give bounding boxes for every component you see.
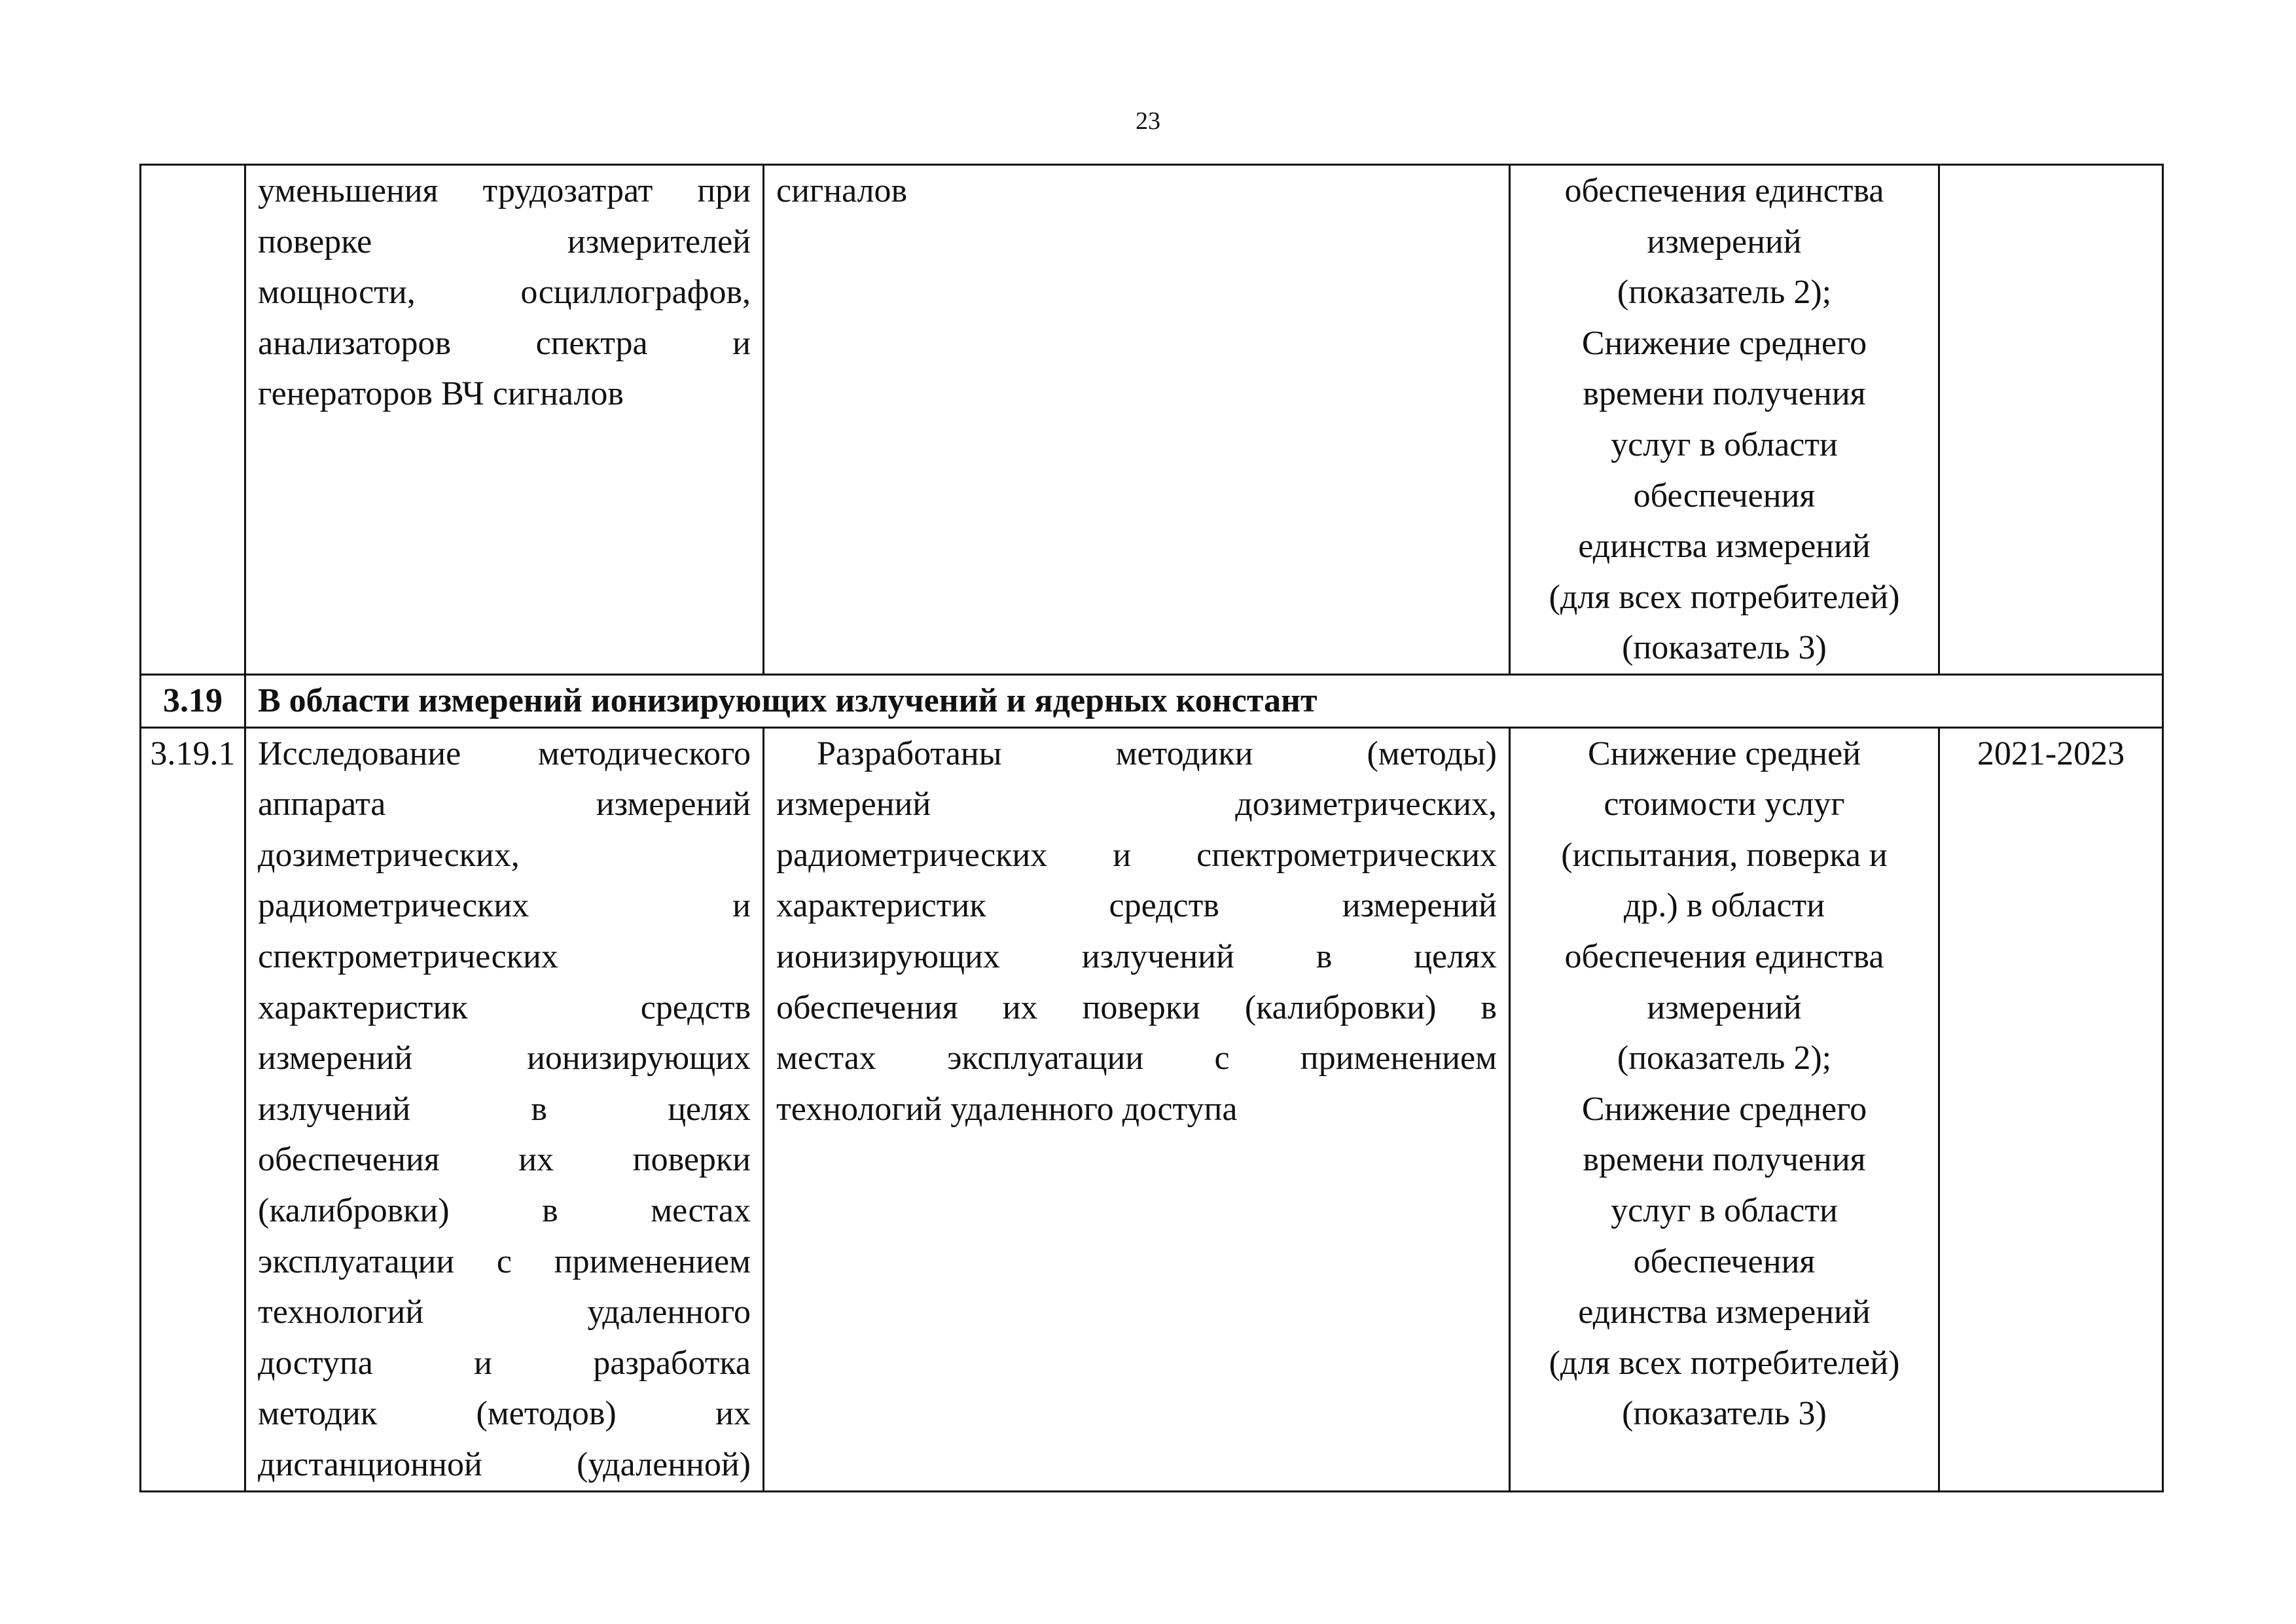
text-line: эксплуатации с применением	[258, 1242, 751, 1280]
text-line: др.) в области	[1623, 887, 1825, 925]
text-line: (испытания, поверка и	[1561, 836, 1888, 874]
text-line: Снижение среднего	[1581, 324, 1867, 362]
text-line: радиометрических и спектрометрических	[776, 836, 1497, 874]
text-line: сигналов	[776, 172, 908, 209]
text-line-indented: Разработаны методики (методы)	[817, 734, 1497, 772]
text-line: измерений	[1647, 988, 1802, 1026]
text-line: единства измерений	[1578, 1293, 1871, 1331]
text-line: поверке измерителей	[258, 223, 751, 261]
text-line: времени получения	[1583, 375, 1866, 413]
text-line: (показатель 2);	[1617, 1039, 1832, 1077]
cell-result	[764, 727, 1510, 1491]
text-line: обеспечения их поверки	[258, 1141, 751, 1179]
section-title: В области измерений ионизирующих излучений и ядерных констант	[245, 675, 2163, 728]
text-line: технологий удаленного доступа	[776, 1090, 1238, 1128]
text-line: характеристик средств измерений	[776, 887, 1497, 925]
text-line: измерений дозиметрических,	[776, 785, 1497, 823]
text-line	[776, 729, 1497, 780]
text-line: обеспечения единства	[1564, 937, 1884, 975]
item-number: 3.19.1	[141, 727, 245, 1491]
text-line: (для всех потребителей)	[1549, 1344, 1900, 1382]
table-row-continuation	[141, 165, 2163, 675]
cell-period: 2021-2023	[1939, 727, 2163, 1491]
cell-description	[245, 727, 764, 1491]
text-line: Снижение средней	[1587, 734, 1861, 772]
table-row-section	[141, 675, 2163, 728]
text-line: измерений ионизирующих	[258, 1039, 751, 1077]
text-line: обеспечения их поверки (калибровки) в	[776, 988, 1497, 1026]
cell-indicator	[1510, 165, 1939, 675]
text-line: стоимости услуг	[1604, 785, 1845, 823]
text-line: услуг в области	[1611, 1191, 1838, 1229]
cell-indicator	[1510, 727, 1939, 1491]
text-line: доступа и разработка	[258, 1344, 751, 1382]
text-line: дистанционной (удаленной)	[258, 1445, 751, 1483]
cell-period	[1939, 165, 2163, 675]
text-line: характеристик средств	[258, 988, 751, 1026]
cell-result	[764, 165, 1510, 675]
text-line: излучений в целях	[258, 1090, 751, 1128]
text-line: (показатель 3)	[1622, 629, 1827, 667]
text-line: обеспечения	[1633, 1242, 1816, 1280]
text-line: обеспечения единства	[1564, 172, 1884, 209]
text-line: ионизирующих излучений в целях	[776, 937, 1497, 975]
text-line: мощности, осциллографов,	[258, 274, 751, 312]
text-line: уменьшения трудозатрат при	[258, 172, 751, 209]
text-line: услуг в области	[1611, 425, 1838, 463]
cell-description	[245, 165, 764, 675]
page-number: 23	[1136, 107, 1160, 135]
text-line: генераторов ВЧ сигналов	[258, 375, 624, 413]
text-line: единства измерений	[1578, 528, 1871, 566]
text-line: времени получения	[1583, 1141, 1866, 1179]
text-line: измерений	[1647, 223, 1802, 261]
text-line: местах эксплуатации с применением	[776, 1039, 1497, 1077]
text-line: обеспечения	[1633, 477, 1816, 514]
text-line: дозиметрических,	[258, 836, 520, 874]
measures-table	[139, 164, 2164, 1492]
table-row-item	[141, 727, 2163, 1491]
cell-number	[141, 165, 245, 675]
text-line: методик (методов) их	[258, 1395, 751, 1433]
section-number: 3.19	[141, 675, 245, 728]
text-line: анализаторов спектра и	[258, 324, 751, 362]
text-line: радиометрических и	[258, 887, 751, 925]
text-line: Исследование методического	[258, 734, 751, 772]
text-line: Снижение среднего	[1581, 1090, 1867, 1128]
text-line: (показатель 2);	[1617, 274, 1832, 312]
text-line: технологий удаленного	[258, 1293, 751, 1331]
text-line: спектрометрических	[258, 937, 558, 975]
text-line: (показатель 3)	[1622, 1395, 1827, 1433]
text-line: (калибровки) в местах	[258, 1191, 751, 1229]
text-line: аппарата измерений	[258, 785, 751, 823]
text-line: (для всех потребителей)	[1549, 578, 1900, 616]
